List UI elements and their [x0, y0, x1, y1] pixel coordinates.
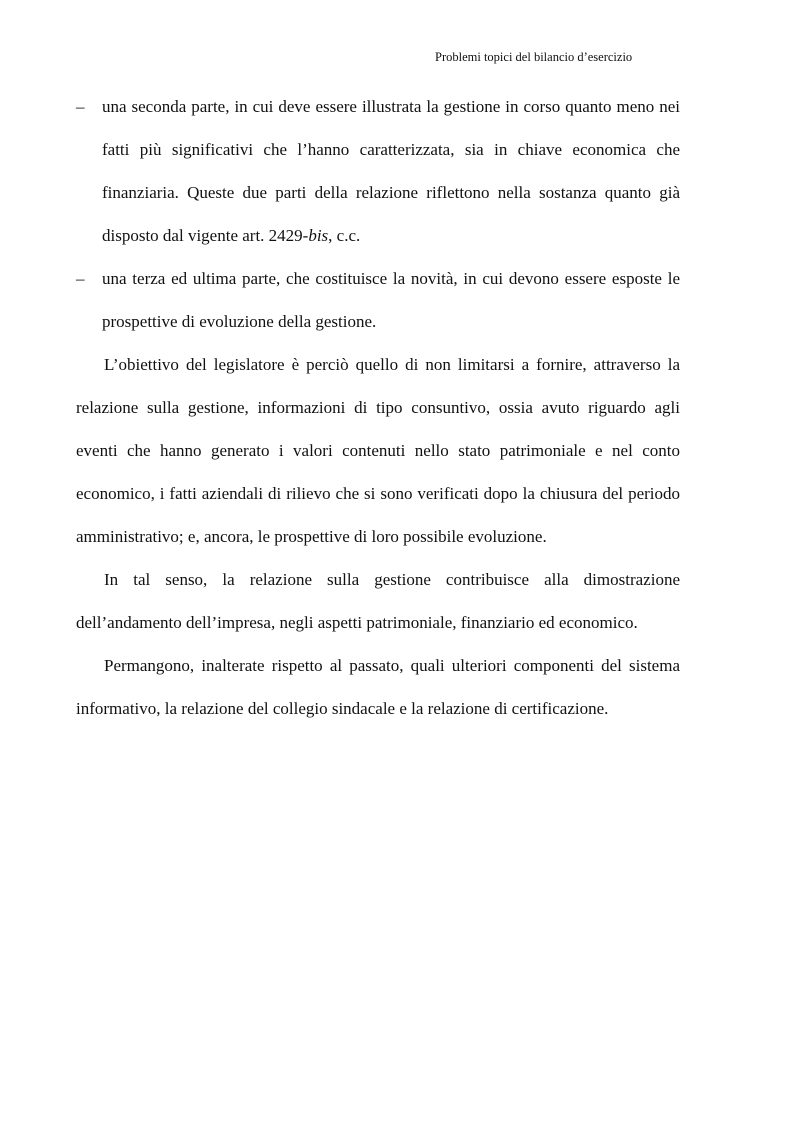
running-header: Problemi topici del bilancio d’esercizio: [435, 50, 633, 64]
paragraph: Permangono, inalterate rispetto al passato, quali ulteriori componenti del sistema informativo, la relazione del collegio sindacale e la relazione di certificazione.: [76, 656, 680, 718]
document-body: [76, 85, 680, 730]
paragraph: In tal senso, la relazione sulla gestione contribuisce alla dimostrazione dell’andamento dell’impresa, negli aspetti patrimoniale, finanziario ed economico.: [76, 570, 680, 632]
bullet-dash: –: [76, 97, 85, 116]
list-item-text: una terza ed ultima parte, che costituisce la novità, in cui devono essere esposte le prospettive di evoluzione della gestione.: [102, 269, 680, 331]
list-item-italic-text: bis: [308, 226, 329, 245]
list-item: [76, 85, 680, 257]
list-item: [76, 257, 680, 343]
list-item-text: una seconda parte, in cui deve essere illustrata la gestione in corso quanto meno nei fatti più significativi che l’hanno caratterizzata, sia in chiave economica che finanziaria. Queste due parti della relazione riflettono nella sostanza quanto già disposto dal vigente art. 2429-: [102, 97, 680, 245]
list-item-text-end: , c.c.: [328, 226, 361, 245]
bullet-dash: –: [76, 269, 85, 288]
paragraph: L’obiettivo del legislatore è perciò quello di non limitarsi a fornire, attraverso la relazione sulla gestione, informazioni di tipo consuntivo, ossia avuto riguardo agli eventi che hanno generato i valori contenuti nello stato patrimoniale e nel conto economico, i fatti aziendali di rilievo che si sono verificati dopo la chiusura del periodo amministrativo; e, ancora, le prospettive di loro possibile evoluzione.: [76, 355, 680, 546]
